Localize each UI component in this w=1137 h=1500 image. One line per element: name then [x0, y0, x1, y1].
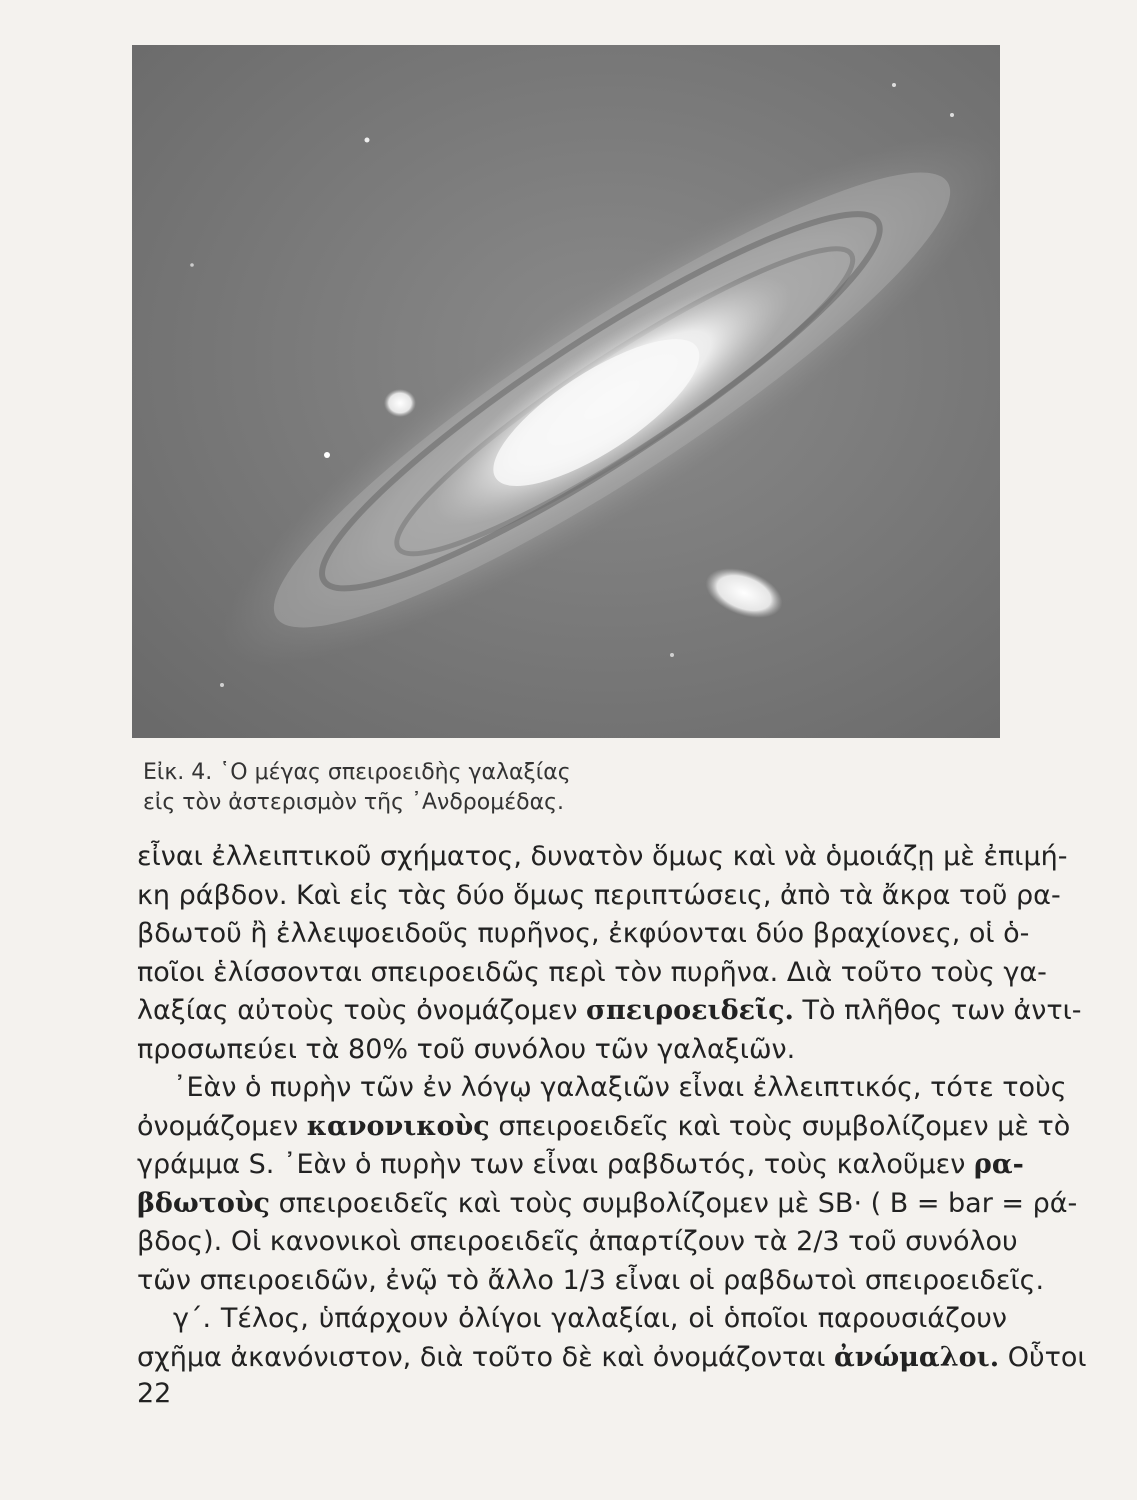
text-line: γ΄. Τέλος, ὑπάρχουν ὀλίγοι γαλαξίαι, οἱ ὁποῖοι παρουσιάζουν	[173, 1303, 1007, 1334]
andromeda-galaxy-photo	[132, 45, 1000, 738]
text-line: προσωπεύει τὰ 80% τοῦ συνόλου τῶν γαλαξιῶν.	[137, 1033, 796, 1065]
caption-line: εἰς τὸν ἀστερισμὸν τῆς ᾿Ανδρομέδας.	[143, 790, 564, 815]
text-span: Οὗτοι	[1007, 1341, 1087, 1373]
page-number: 22	[137, 1378, 172, 1409]
body-text	[137, 838, 1087, 1377]
term-spiral: σπειροειδεῖς.	[586, 995, 794, 1026]
text-span: γράμμα S. ᾿Εὰν ὁ πυρὴν των εἶναι ραβδωτός, τοὺς καλοῦμεν	[137, 1149, 966, 1180]
text-span: σπειροειδεῖς καὶ τοὺς συμβολίζομεν μὲ SB· ( B = bar = ρά-	[278, 1187, 1078, 1219]
text-span: σχῆμα ἀκανόνιστον, διὰ τοῦτο δὲ καὶ ὀνομάζονται	[137, 1341, 826, 1373]
text-line: ᾿Εὰν ὁ πυρὴν τῶν ἐν λόγῳ γαλαξιῶν εἶναι ἐλλειπτικός, τότε τοὺς	[173, 1072, 1067, 1103]
text-line: κη ράβδον. Καὶ εἰς τὰς δύο ὅμως περιπτώσεις, ἀπὸ τὰ ἄκρα τοῦ ρα-	[137, 879, 1061, 911]
text-line: εἶναι ἐλλειπτικοῦ σχήματος, δυνατὸν ὅμως καὶ νὰ ὁμοιάζῃ μὲ ἐπιμή-	[137, 841, 1068, 872]
text-line	[137, 1339, 1087, 1378]
text-span: ὀνομάζομεν	[137, 1110, 299, 1142]
text-line: τῶν σπειροειδῶν, ἐνῷ τὸ ἄλλο 1/3 εἶναι οἱ ραβδωτοὶ σπειροειδεῖς.	[137, 1264, 1045, 1296]
text-span: σπειροειδεῖς καὶ τοὺς συμβολίζομεν μὲ τὸ	[498, 1110, 1071, 1142]
text-line	[137, 1146, 1024, 1185]
text-line	[137, 1108, 1071, 1147]
term-barred-part2: βδωτοὺς	[137, 1187, 270, 1219]
text-line: βδος). Οἱ κανονικοὶ σπειροειδεῖς ἀπαρτίζουν τὰ 2/3 τοῦ συνόλου	[137, 1226, 1018, 1257]
text-line: ποῖοι ἑλίσσονται σπειροειδῶς περὶ τὸν πυρῆνα. Διὰ τοῦτο τοὺς γα-	[137, 956, 1047, 988]
figure-caption	[143, 758, 743, 818]
term-normal: κανονικοὺς	[306, 1110, 490, 1142]
text-line	[137, 992, 1082, 1031]
caption-line: Εἰκ. 4. ῾Ο μέγας σπειροειδὴς γαλαξίας	[143, 760, 571, 785]
term-barred-part1: ρα-	[973, 1149, 1024, 1180]
text-span: Τὸ πλῆθος των ἀντι-	[802, 995, 1082, 1026]
text-line: βδωτοῦ ἢ ἐλλειψοειδοῦς πυρῆνος, ἐκφύονται δύο βραχίονες, οἱ ὁ-	[137, 918, 1030, 949]
term-irregular: ἀνώμαλοι.	[833, 1341, 1000, 1373]
text-line	[137, 1185, 1078, 1224]
text-span: λαξίας αὐτοὺς τοὺς ὀνομάζομεν	[137, 995, 578, 1026]
